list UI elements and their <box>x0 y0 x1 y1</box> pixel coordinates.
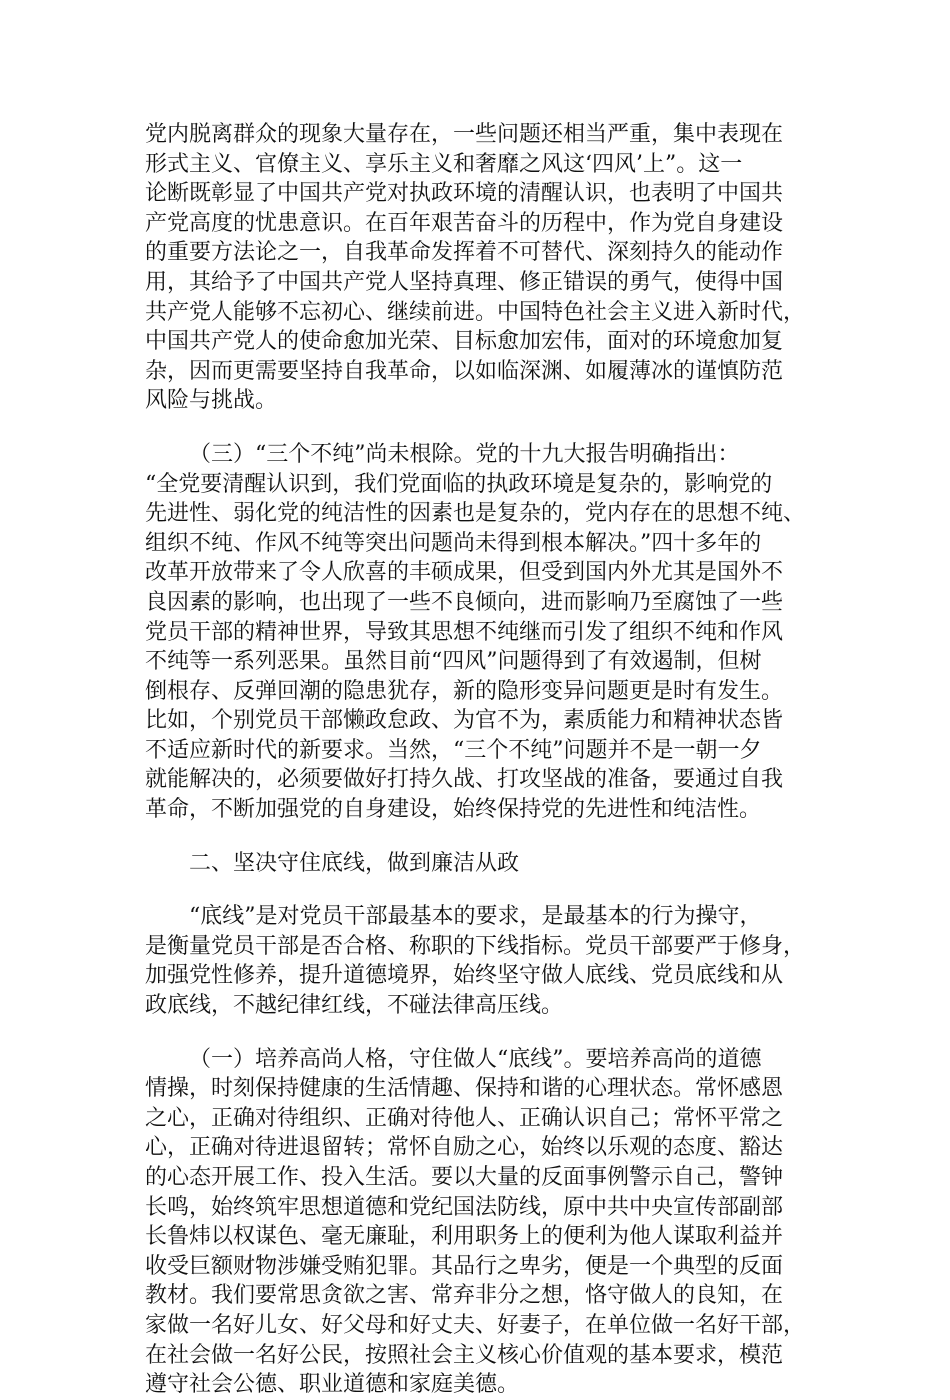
paragraph-bottom-line: “底线”是对党员干部最基本的要求，是最基本的行为操守， 是衡量党员干部是否合格、称职的下线指标。党员干部要严于修身， 加强党性修养，提升道德境界，始终坚守做人底线、党员底线和从 政底线，不越纪律红线，不碰法律高压线。 <box>145 904 806 1019</box>
document-page <box>145 120 805 1400</box>
section-heading: 二、坚决守住底线，做到廉洁从政 <box>189 850 520 876</box>
paragraph-three-impurities: （三）“三个不纯”尚未根除。党的十九大报告明确指出： “全党要清醒认识到，我们党面临的执政环境是复杂的，影响党的 先进性、弱化党的纯洁性的因素也是复杂的，党内存在的思想不纯、 组织不纯、作风不纯等突出问题尚未得到根本解决。”四十多年的 改革开放带来了令人欣喜的丰硕成果，但受到国内外尤其是国外不 良因素的影响，也出现了一些不良倾向，进而影响乃至腐蚀了一些 党员干部的精神世界，导致其思想不纯继而引发了组织不纯和作风 不纯等一系列恶果。虽然目前“四风”问题得到了有效遏制，但树 倒根存、反弹回潮的隐患犹存，新的隐形变异问题更是时有发生。 比如，个别党员干部懒政怠政、为官不为，素质能力和精神状态皆 不适应新时代的新要求。当然，“三个不纯”问题并不是一朝一夕 就能解决的，必须要做好打持久战、打攻坚战的准备，要通过自我 革命，不断加强党的自身建设，始终保持党的先进性和纯洁性。 <box>145 441 806 823</box>
paragraph-noble-character: （一）培养高尚人格，守住做人“底线”。要培养高尚的道德 情操，时刻保持健康的生活情趣、保持和谐的心理状态。常怀感恩 之心，正确对待组织、正确对待他人、正确认识自己；常怀平常之 心，正确对待进退留转；常怀自励之心，始终以乐观的态度、豁达 的心态开展工作、投入生活。要以大量的反面事例警示自己，警钟 长鸣，始终筑牢思想道德和党纪国法防线，原中共中央宣传部副部 长鲁炜以权谋色、毫无廉耻，利用职务上的便利为他人谋取利益并 收受巨额财物涉嫌受贿犯罪。其品行之卑劣，便是一个典型的反面 教材。我们要常思贪欲之害、常弃非分之想，恪守做人的良知，在 家做一名好儿女、好父母和好丈夫、好妻子，在单位做一名好干部， 在社会做一名好公民，按照社会主义核心价值观的基本要求，模范 遵守社会公德、职业道德和家庭美德。 <box>145 1046 806 1398</box>
paragraph-continued: 党内脱离群众的现象大量存在，一些问题还相当严重，集中表现在 形式主义、官僚主义、享乐主义和奢靡之风这‘四风’上”。这一 论断既彰显了中国共产党对执政环境的清醒认识，也表明了中国共 产党高度的忧患意识。在百年艰苦奋斗的历程中，作为党自身建设 的重要方法论之一，自我革命发挥着不可替代、深刻持久的能动作 用，其给予了中国共产党人坚持真理、修正错误的勇气，使得中国 共产党人能够不忘初心、继续前进。中国特色社会主义进入新时代， 中国共产党人的使命愈加光荣、目标愈加宏伟，面对的环境愈加复 杂，因而更需要坚持自我革命，以如临深渊、如履薄冰的谨慎防范 风险与挑战。 <box>145 122 806 414</box>
paragraph-gap <box>145 416 805 440</box>
paragraph-gap <box>145 825 805 849</box>
paragraph-gap <box>145 878 805 902</box>
paragraph-gap <box>145 1021 805 1045</box>
